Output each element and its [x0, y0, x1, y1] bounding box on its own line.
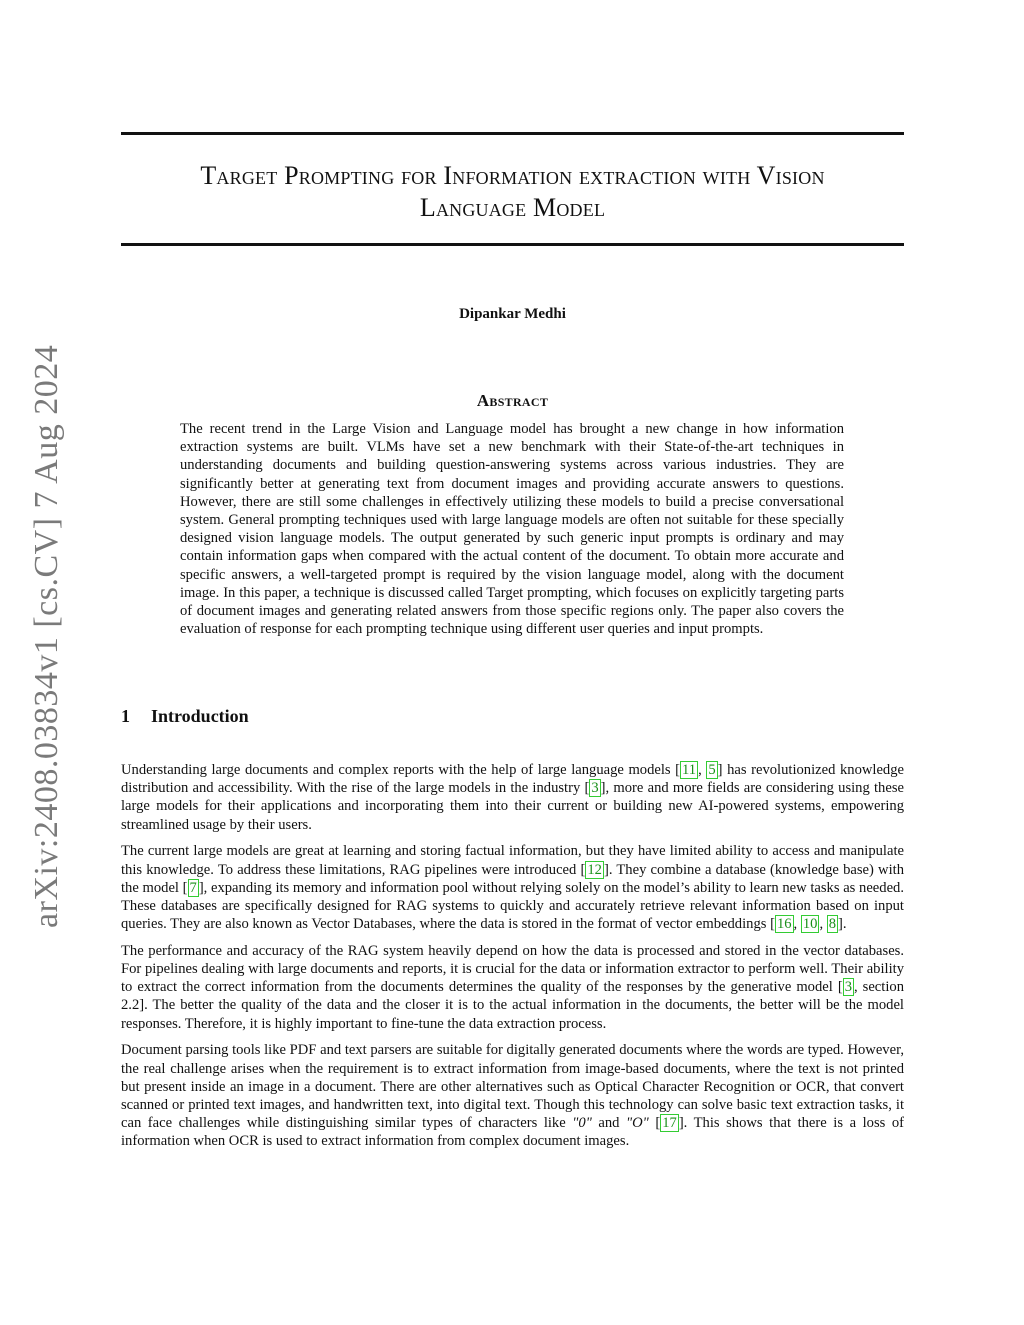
citation-link[interactable]: 3 [591, 780, 599, 797]
text-run: [ [648, 1115, 661, 1132]
citation-link[interactable]: 12 [587, 861, 602, 878]
text-run: The current large models are great at learning and storing factual information, but they have limited ability to access and manipulate this knowledge. To address these limitations, RAG pipelines were introduced [ [121, 843, 904, 878]
citation-link[interactable]: 8 [828, 916, 837, 933]
text-run: , [793, 916, 801, 933]
text-run: ] has revolutionized knowledge distribution and accessibility. With the rise of the large models in the industry [ [121, 762, 905, 797]
text-run: ]. [838, 916, 847, 933]
citation-link[interactable]: 16 [776, 916, 792, 933]
text-run: , section 2.2]. The better the quality of the data and the closer it is to the actual information in the documents, the better will be the model responses. Therefore, it is highly important to fine-tune the data extraction process. [121, 979, 904, 1032]
arxiv-identifier-stamp: arXiv:2408.03834v1 [cs.CV] 7 Aug 2024 [28, 344, 65, 928]
paragraph-4 [121, 1041, 904, 1150]
text-run: ]. They combine a database (knowledge base) with the model [ [121, 861, 904, 896]
paragraph-2 [121, 842, 904, 933]
title-top-rule [121, 132, 904, 135]
text-run: ], expanding its memory and information pool without relying solely on the model’s ability to learn new tasks as needed. These databases are specifically designed for RAG systems to quickly and accurately retrieve relevant information based on input queries. They are also known as Vector Databases, where the data is stored in the format of vector embeddings [ [121, 879, 904, 933]
citation-link[interactable]: 7 [189, 879, 197, 896]
abstract-heading: Abstract [476, 391, 549, 410]
text-run: The performance and accuracy of the RAG system heavily depend on how the data is processed and stored in the vector databases. For pipelines dealing with large documents and reports, it is crucial for the data or information extractor to perform well. Their ability to extract the correct information from the documents determines the quality of the responses by the generative model [ [121, 942, 904, 996]
text-run: , [819, 916, 827, 933]
section-heading-introduction [121, 706, 249, 727]
section-number: 1 [121, 706, 130, 726]
paper-title [121, 160, 904, 224]
text-run: ], more and more fields are considering using these large models for their applications and incorporating them into their current or building new AI-powered systems, empowering streamlined usage by their users. [121, 780, 904, 833]
title-bottom-rule [121, 243, 904, 246]
citation-link[interactable]: 10 [802, 916, 818, 933]
title-line-1: Target Prompting for Information extraction with Vision [200, 161, 825, 190]
introduction-body [121, 761, 904, 1159]
title-line-2: Language Model [419, 193, 606, 222]
paragraph-1 [121, 761, 904, 834]
quoted-character: "O" [626, 1115, 649, 1132]
citation-link[interactable]: 17 [662, 1115, 677, 1132]
quoted-character: "0" [572, 1115, 592, 1132]
citation-link[interactable]: 11 [682, 762, 697, 778]
section-title: Introduction [151, 706, 249, 726]
text-run: Understanding large documents and complex reports with the help of large language models [ [121, 762, 681, 778]
text-run: Document parsing tools like PDF and text parsers are suitable for digitally generated documents where the words are typed. However, the real challenge arises when the requirement is to extract information from image-based documents, where the text is not printed but present inside an image in a document. There are other alternatives such as Optical Character Recognition or OCR, that convert scanned or printed text images, and handwritten text, into digital text. Though this technology can solve basic text extraction tasks, it can face challenges while distinguishing similar types of characters like [121, 1042, 904, 1132]
author-name: Dipankar Medhi [459, 306, 566, 322]
paragraph-3 [121, 942, 904, 1033]
text-run: , [698, 762, 707, 778]
text-run: and [591, 1115, 626, 1132]
abstract-text: The recent trend in the Large Vision and Language model has brought a new change in how information extraction systems are built. VLMs have set a new benchmark with their State-of-the-art techniques in understanding documents and building question-answering systems across various industries. They are significantly better at generating text from document images and providing accurate answers to questions. However, there are still some challenges in effectively utilizing these models to build a precise conversational system. General prompting techniques used with large language models are often not suitable for these specially designed vision language models. The output generated by such generic input prompts is ordinary and may contain information gaps when compared with the actual content of the document. To obtain more accurate and specific answers, a well-targeted prompt is required by the vision language model, along with the document image. In this paper, a technique is discussed called Target prompting, which focuses on explicitly targeting parts of document images and generating related answers from those specific regions only. The paper also covers the evaluation of response for each prompting technique using different user queries and input prompts. [180, 421, 844, 638]
citation-link[interactable]: 3 [844, 979, 852, 996]
text-run: ]. This shows that there is a loss of information when OCR is used to extract information from complex document images. [121, 1115, 905, 1150]
citation-link[interactable]: 5 [708, 762, 716, 778]
